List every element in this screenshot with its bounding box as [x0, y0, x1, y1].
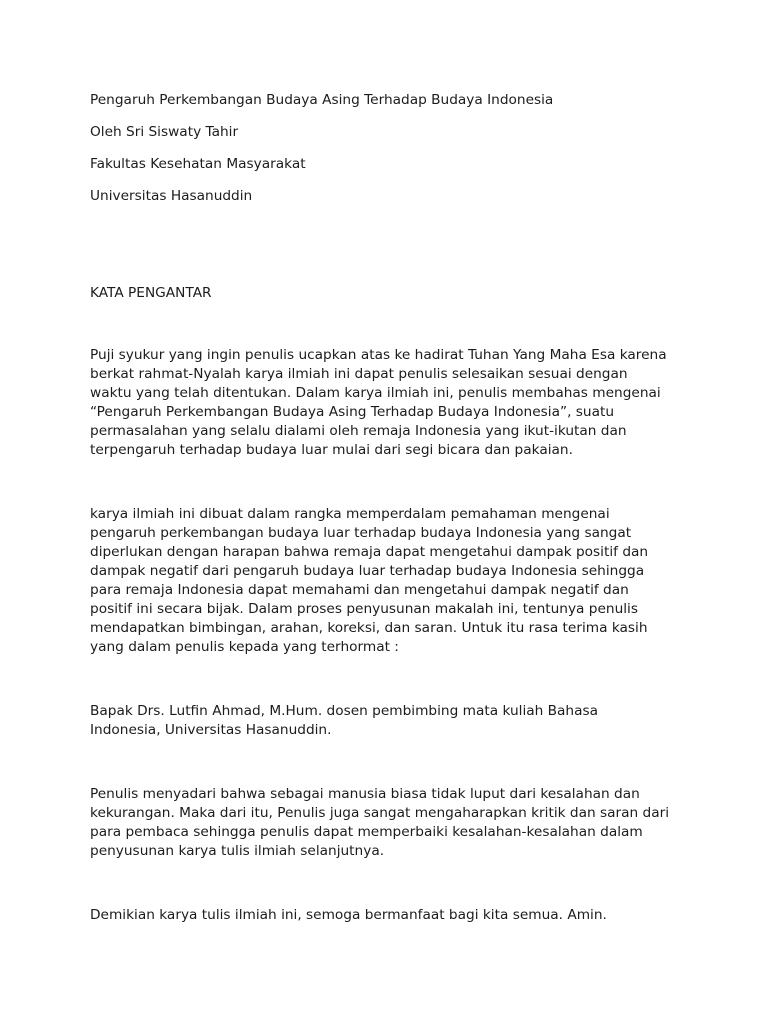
paragraph-line: permasalahan yang selalu dialami oleh remaja Indonesia yang ikut-ikutan dan	[90, 423, 627, 439]
paragraph-line: penyusunan karya tulis ilmiah selanjutnya.	[90, 843, 385, 859]
university-line: Universitas Hasanuddin	[90, 188, 253, 204]
paragraph-line: yang dalam penulis kepada yang terhormat :	[90, 639, 399, 655]
paragraph-line: Bapak Drs. Lutfin Ahmad, M.Hum. dosen pembimbing mata kuliah Bahasa	[90, 703, 599, 719]
paragraph-line: “Pengaruh Perkembangan Budaya Asing Terhadap Budaya Indonesia”, suatu	[90, 404, 615, 420]
paragraph-line: terpengaruh terhadap budaya luar mulai dari segi bicara dan pakaian.	[90, 442, 573, 458]
paragraph-line: para remaja Indonesia dapat memahami dan mengetahui dampak negatif dan	[90, 582, 629, 598]
paragraph-line: pengaruh perkembangan budaya luar terhadap budaya Indonesia yang sangat	[90, 525, 632, 541]
document-title: Pengaruh Perkembangan Budaya Asing Terhadap Budaya Indonesia	[90, 92, 554, 108]
paragraph-line: Puji syukur yang ingin penulis ucapkan atas ke hadirat Tuhan Yang Maha Esa karena	[90, 347, 667, 363]
paragraph-line: waktu yang telah ditentukan. Dalam karya ilmiah ini, penulis membahas mengenai	[90, 385, 661, 401]
paragraph-line: karya ilmiah ini dibuat dalam rangka memperdalam pemahaman mengenai	[90, 506, 610, 522]
faculty-line: Fakultas Kesehatan Masyarakat	[90, 156, 306, 172]
paragraph-line: Demikian karya tulis ilmiah ini, semoga bermanfaat bagi kita semua. Amin.	[90, 907, 607, 923]
paragraph-line: para pembaca sehingga penulis dapat memperbaiki kesalahan-kesalahan dalam	[90, 824, 643, 840]
paragraph-line: Indonesia, Universitas Hasanuddin.	[90, 722, 332, 738]
paragraph-line: berkat rahmat-Nyalah karya ilmiah ini dapat penulis selesaikan sesuai dengan	[90, 366, 628, 382]
author-line: Oleh Sri Siswaty Tahir	[90, 124, 239, 140]
paragraph-line: kekurangan. Maka dari itu, Penulis juga sangat mengaharapkan kritik dan saran dari	[90, 805, 670, 821]
paragraph-line: dampak negatif dari pengaruh budaya luar terhadap budaya Indonesia sehingga	[90, 563, 645, 579]
paragraph-line: mendapatkan bimbingan, arahan, koreksi, dan saran. Untuk itu rasa terima kasih	[90, 620, 648, 636]
paragraph-line: diperlukan dengan harapan bahwa remaja dapat mengetahui dampak positif dan	[90, 544, 649, 560]
paragraph-line: Penulis menyadari bahwa sebagai manusia biasa tidak luput dari kesalahan dan	[90, 786, 640, 802]
section-heading: KATA PENGANTAR	[90, 285, 212, 301]
paragraph-line: positif ini secara bijak. Dalam proses penyusunan makalah ini, tentunya penulis	[90, 601, 638, 617]
